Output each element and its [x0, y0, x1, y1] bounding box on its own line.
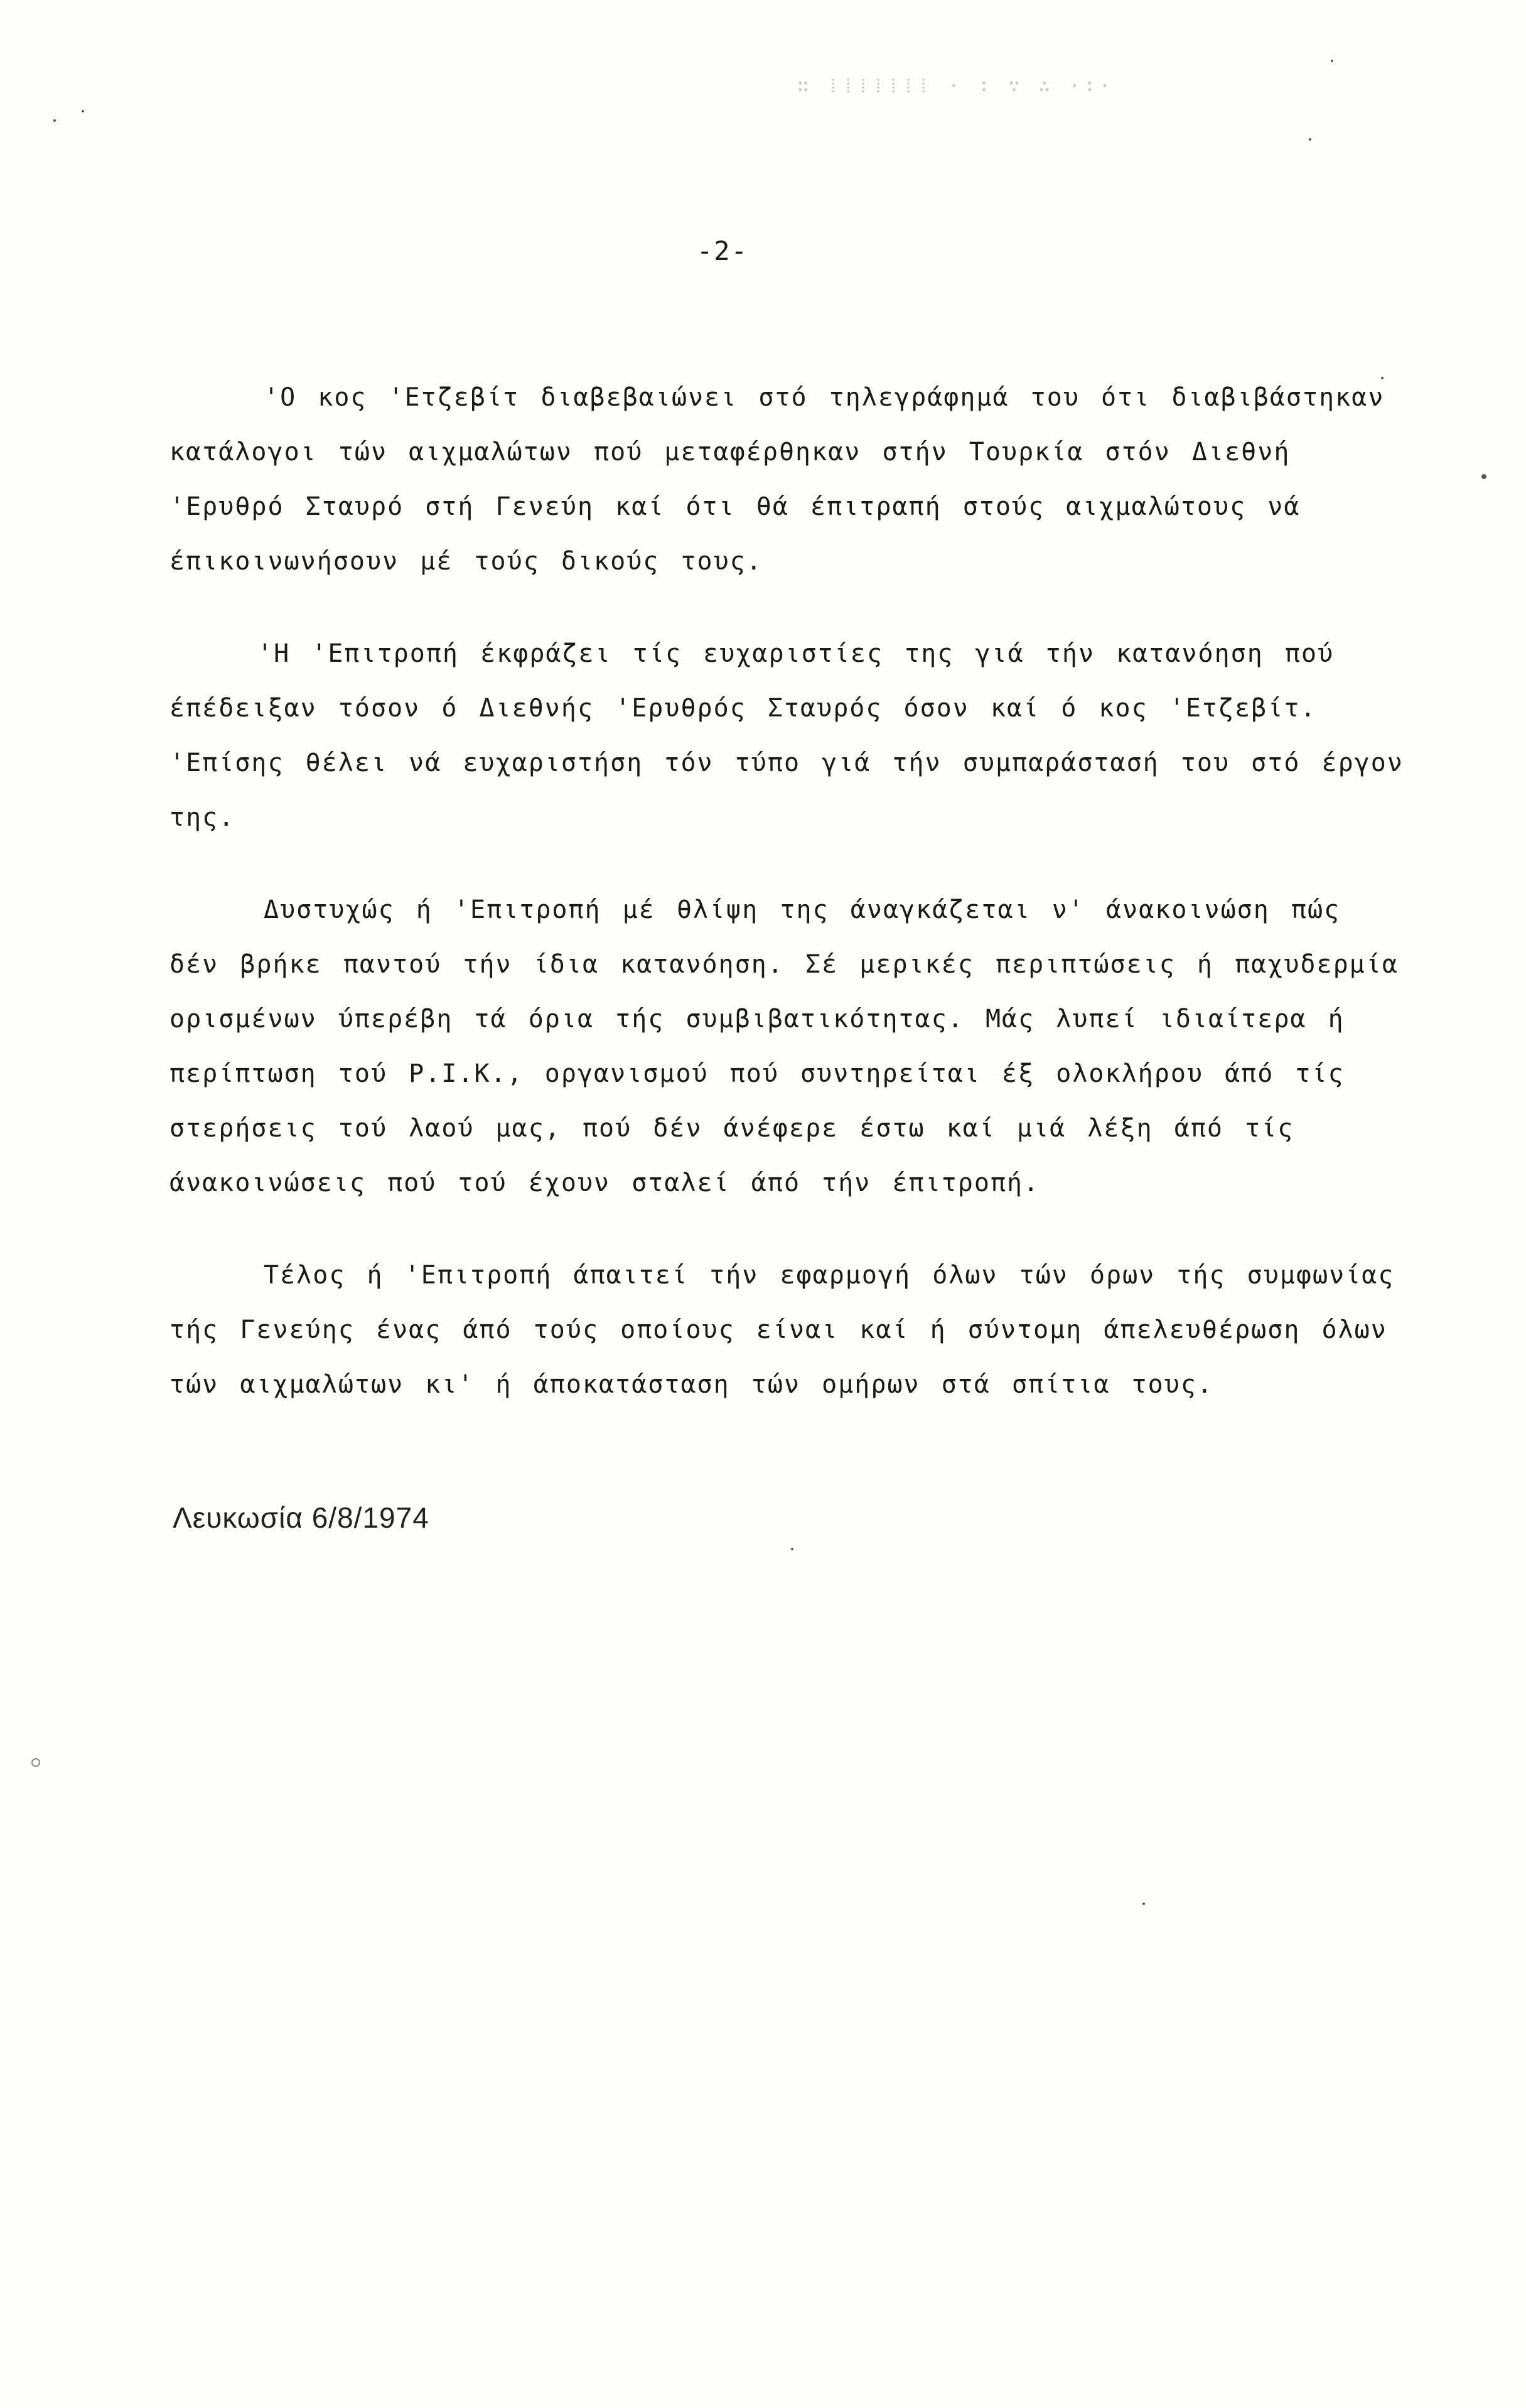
- scan-artifact: ∷ ⁞⁞⁞⁞⁞⁞⁞ · ∶ ∵ ∴ ·∶·: [797, 75, 1114, 97]
- scan-speck: [82, 110, 84, 112]
- scan-speck: [1481, 474, 1486, 479]
- scan-speck: [791, 1548, 793, 1550]
- scan-speck: [31, 1758, 40, 1767]
- scan-speck: [53, 119, 56, 122]
- paragraph-1: 'O κος 'Ετζεβίτ διαβεβαιώνει στό τηλεγράφημά του ότι διαβιβάστηκαν κατάλογοι τών αιχμαλώτων πού μεταφέρθηκαν στήν Τουρκία στόν Διεθνή 'Ερυθρό Σταυρό στή Γενεύη καί ότι θά έπιτραπή στούς αιχμαλώτους νά έπικοινωνήσουν μέ τούς δικούς τους.: [169, 383, 1385, 576]
- paragraph-2: 'Η 'Επιτροπή έκφράζει τίς ευχαριστίες της γιά τήν κατανόηση πού έπέδειξαν τόσον ό Διεθνής 'Ερυθρός Σταυρός όσον καί ό κος 'Ετζεβίτ. 'Επίσης θέλει νά ευχαριστήση τόν τύπο γιά τήν συμπαράστασή του στό έργον της.: [169, 639, 1404, 832]
- scan-speck: [1142, 1903, 1145, 1905]
- page-number: -2-: [697, 235, 748, 266]
- place-date-signature: Λευκωσία 6/8/1974: [173, 1501, 429, 1534]
- scan-speck: [1309, 138, 1311, 141]
- paragraph-3: Δυστυχώς ή 'Επιτροπή μέ θλίψη της άναγκάζεται ν' άνακοινώση πώς δέν βρήκε παντού τήν ίδια κατανόηση. Σέ μερικές περιπτώσεις ή παχυδερμία ορισμένων ύπερέβη τά όρια τής συμβιβατικότητας. Μάς λυπεί ιδιαίτερα ή περίπτωση τού Ρ.Ι.Κ., οργανισμού πού συντηρείται έξ ολοκλήρου άπό τίς στερήσεις τού λαού μας, πού δέν άνέφερε έστω καί μιά λέξη άπό τίς άνακοινώσεις πού τού έχουν σταλεί άπό τήν έπιτροπή.: [169, 895, 1399, 1197]
- paragraph-4: Τέλος ή 'Επιτροπή άπαιτεί τήν εφαρμογή όλων τών όρων τής συμφωνίας τής Γενεύης ένας άπό τούς οποίους είναι καί ή σύντομη άπελευθέρωση όλων τών αιχμαλώτων κι' ή άποκατάσταση τών ομήρων στά σπίτια τους.: [169, 1261, 1395, 1399]
- letter-body: [169, 370, 1406, 1412]
- scan-speck: [1331, 60, 1333, 62]
